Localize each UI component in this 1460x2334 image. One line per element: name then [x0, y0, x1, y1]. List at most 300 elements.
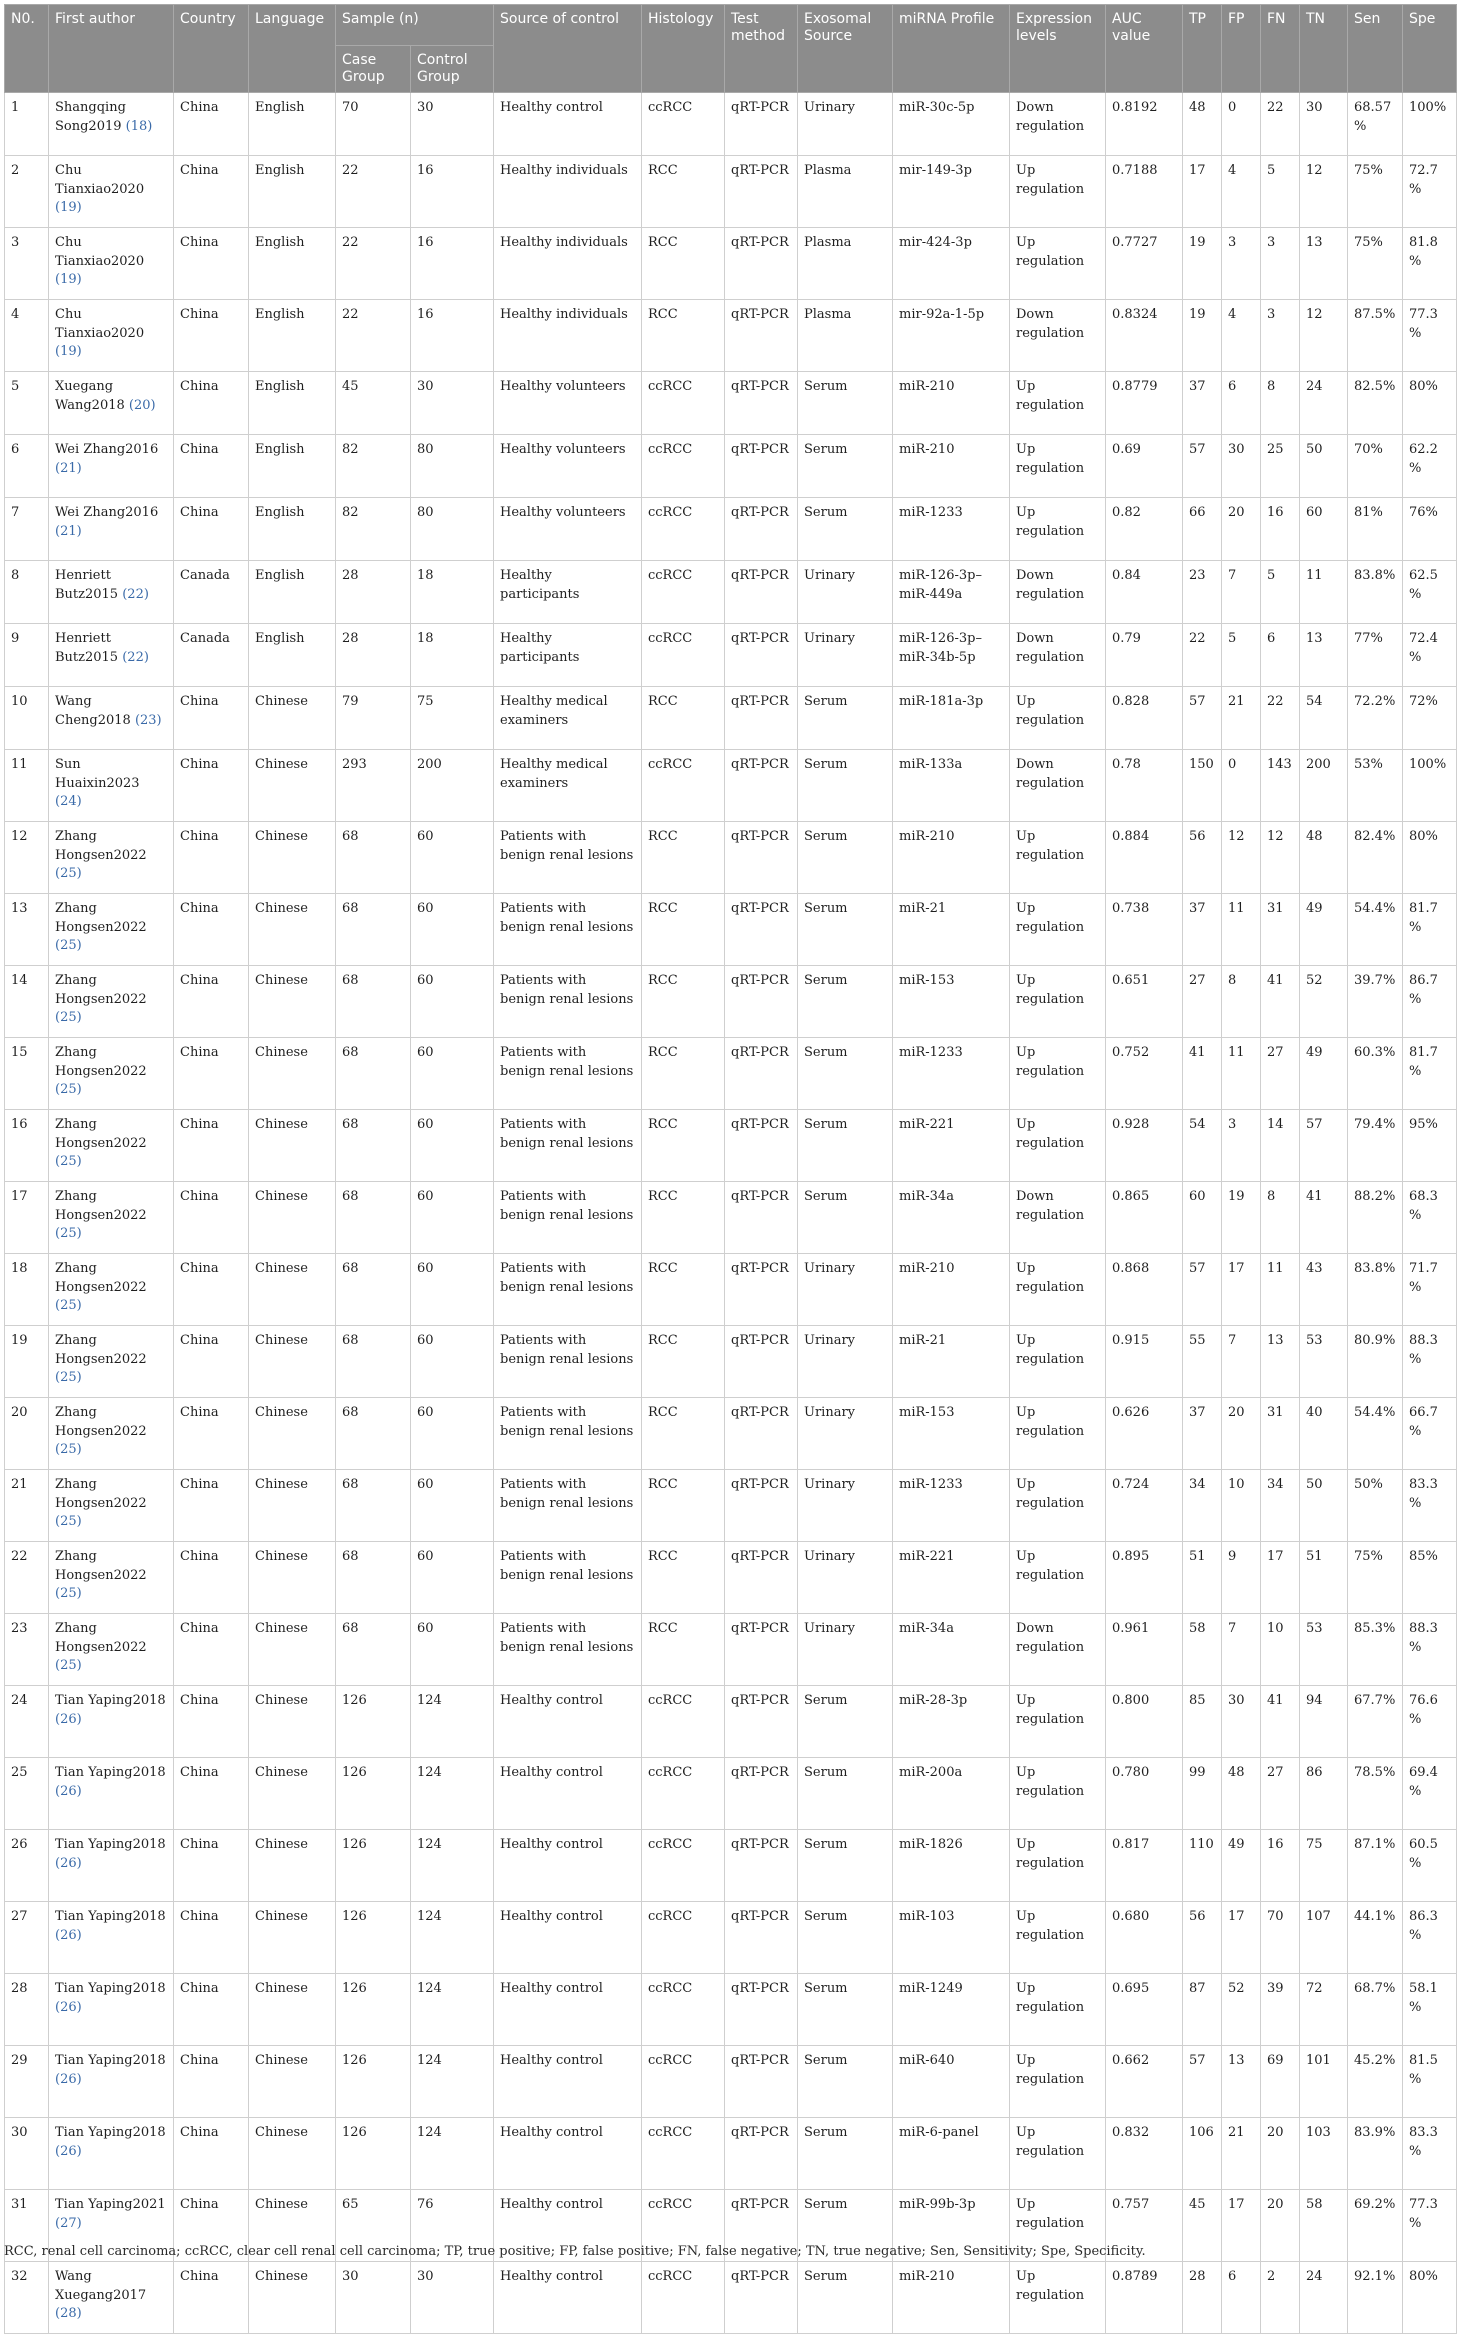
cell-mirna-profile	[893, 93, 1010, 156]
cell-tn	[1300, 1110, 1348, 1182]
cell-expression-levels	[1010, 228, 1106, 300]
cell-fp	[1222, 966, 1261, 1038]
cell-first-author	[49, 2118, 174, 2190]
reference-link[interactable]: (19)	[55, 200, 82, 215]
cell-tn-text: 103	[1306, 2125, 1331, 2140]
cell-country	[174, 498, 249, 561]
cell-no	[5, 1902, 49, 1974]
cell-exosomal-source-text: Serum	[804, 2125, 848, 2140]
cell-control-group	[411, 561, 494, 624]
cell-auc-value-text: 0.757	[1112, 2197, 1150, 2212]
reference-link[interactable]: (23)	[134, 712, 162, 728]
cell-case-group-text: 30	[342, 2269, 359, 2284]
cell-mirna-profile-text: miR-1249	[899, 1981, 963, 1996]
table-row	[5, 498, 1457, 561]
cell-first-author-text: Chu Tianxiao2020	[55, 307, 145, 341]
cell-tp-text: 56	[1189, 1909, 1206, 1924]
cell-expression-levels	[1010, 435, 1106, 498]
cell-no	[5, 2118, 49, 2190]
reference-link[interactable]: (25)	[55, 1082, 82, 1097]
reference-link[interactable]: (19)	[55, 344, 82, 359]
cell-auc-value-text: 0.752	[1112, 1045, 1150, 1060]
cell-no-text: 10	[11, 694, 28, 709]
cell-tn-text: 43	[1306, 1261, 1323, 1276]
cell-fn-text: 13	[1267, 1333, 1284, 1348]
cell-case-group	[336, 2118, 411, 2190]
reference-link[interactable]: (28)	[55, 2306, 82, 2321]
cell-case-group-text: 70	[342, 100, 359, 115]
cell-no	[5, 750, 49, 822]
reference-link[interactable]: (26)	[55, 1855, 82, 1871]
reference-link[interactable]: (25)	[55, 1370, 82, 1385]
cell-fn	[1261, 2046, 1300, 2118]
cell-case-group	[336, 1902, 411, 1974]
cell-expression-levels	[1010, 156, 1106, 228]
cell-test-method	[725, 822, 798, 894]
reference-link[interactable]: (20)	[128, 397, 156, 413]
cell-language	[249, 1614, 336, 1686]
cell-first-author-text: Tian Yaping2018	[55, 1765, 166, 1780]
cell-first-author-text: Zhang Hongsen2022	[55, 1117, 147, 1151]
reference-link[interactable]: (25)	[55, 1514, 82, 1529]
cell-case-group-text: 79	[342, 694, 359, 709]
table-row	[5, 1902, 1457, 1974]
cell-test-method-text: qRT-PCR	[731, 631, 789, 646]
cell-tp	[1183, 894, 1222, 966]
cell-language-text: Chinese	[255, 2053, 308, 2068]
cell-auc-value	[1106, 561, 1183, 624]
cell-language	[249, 156, 336, 228]
reference-link[interactable]: (25)	[55, 1586, 82, 1601]
cell-control-group-text: 60	[417, 1405, 434, 1420]
cell-tn-text: 75	[1306, 1837, 1323, 1852]
cell-auc-value-text: 0.800	[1112, 1693, 1150, 1708]
cell-language	[249, 1398, 336, 1470]
cell-case-group	[336, 966, 411, 1038]
cell-tn-text: 48	[1306, 829, 1323, 844]
cell-tn	[1300, 93, 1348, 156]
cell-control-group	[411, 1254, 494, 1326]
cell-no-text: 3	[11, 235, 20, 250]
cell-exosomal-source-text: Urinary	[804, 1549, 856, 1564]
cell-source-of-control	[494, 1614, 642, 1686]
cell-exosomal-source-text: Serum	[804, 1765, 848, 1780]
reference-link[interactable]: (25)	[55, 1298, 82, 1313]
cell-language-text: Chinese	[255, 1477, 308, 1492]
cell-case-group-text: 28	[342, 568, 359, 583]
reference-link[interactable]: (22)	[122, 649, 149, 665]
cell-control-group-text: 16	[417, 307, 434, 322]
cell-test-method	[725, 894, 798, 966]
reference-link[interactable]: (27)	[55, 2215, 82, 2231]
cell-fn	[1261, 1830, 1300, 1902]
cell-language-text: English	[255, 568, 305, 583]
reference-link[interactable]: (25)	[55, 1658, 82, 1673]
cell-histology	[642, 2262, 725, 2334]
cell-language-text: Chinese	[255, 2125, 308, 2140]
cell-case-group-text: 65	[342, 2197, 359, 2212]
cell-histology	[642, 966, 725, 1038]
cell-source-of-control-text: Patients with benign renal lesions	[500, 1189, 634, 1223]
cell-expression-levels-text: Down regulation	[1016, 631, 1085, 665]
cell-country	[174, 1254, 249, 1326]
cell-case-group	[336, 894, 411, 966]
cell-case-group	[336, 561, 411, 624]
cell-mirna-profile-text: mir-92a-1-5p	[899, 307, 985, 322]
cell-exosomal-source	[798, 1470, 893, 1542]
cell-no	[5, 894, 49, 966]
cell-sen	[1348, 156, 1403, 228]
cell-source-of-control	[494, 498, 642, 561]
cell-test-method-text: qRT-PCR	[731, 1333, 789, 1348]
cell-auc-value	[1106, 156, 1183, 228]
cell-control-group-text: 30	[417, 100, 434, 115]
cell-source-of-control-text: Healthy control	[500, 1837, 603, 1852]
cell-sen-text: 82.5%	[1354, 379, 1396, 394]
cell-fn-text: 5	[1267, 568, 1276, 583]
cell-source-of-control-text: Healthy individuals	[500, 307, 628, 322]
cell-mirna-profile	[893, 372, 1010, 435]
cell-exosomal-source	[798, 2262, 893, 2334]
cell-tp	[1183, 1758, 1222, 1830]
reference-link[interactable]: (26)	[55, 2071, 82, 2087]
cell-mirna-profile	[893, 1254, 1010, 1326]
cell-auc-value-text: 0.884	[1112, 829, 1150, 844]
cell-fn	[1261, 1110, 1300, 1182]
cell-sen	[1348, 2190, 1403, 2262]
cell-fn-text: 31	[1267, 901, 1284, 916]
cell-mirna-profile-text: miR-210	[899, 379, 955, 394]
cell-case-group-text: 68	[342, 973, 359, 988]
cell-language	[249, 1326, 336, 1398]
cell-spe-text: 76%	[1409, 505, 1438, 520]
reference-link[interactable]: (25)	[55, 1226, 82, 1241]
cell-mirna-profile-text: miR-210	[899, 1261, 955, 1276]
cell-tp	[1183, 1110, 1222, 1182]
table-header	[5, 5, 1457, 93]
cell-fn-text: 41	[1267, 1693, 1284, 1708]
cell-tn-text: 13	[1306, 235, 1323, 250]
cell-control-group-text: 76	[417, 2197, 434, 2212]
cell-first-author	[49, 1830, 174, 1902]
reference-link[interactable]: (21)	[55, 460, 82, 476]
cell-fp	[1222, 300, 1261, 372]
cell-no	[5, 1614, 49, 1686]
cell-mirna-profile	[893, 435, 1010, 498]
cell-no	[5, 1326, 49, 1398]
cell-expression-levels-text: Up regulation	[1016, 1693, 1085, 1727]
cell-first-author-text: Zhang Hongsen2022	[55, 973, 147, 1007]
cell-fp-text: 12	[1228, 829, 1245, 844]
cell-expression-levels-text: Up regulation	[1016, 1045, 1085, 1079]
cell-exosomal-source-text: Serum	[804, 379, 848, 394]
cell-first-author	[49, 1542, 174, 1614]
cell-fp	[1222, 1110, 1261, 1182]
cell-no	[5, 1110, 49, 1182]
cell-language-text: Chinese	[255, 1621, 308, 1636]
cell-tn-text: 107	[1306, 1909, 1331, 1924]
cell-fp	[1222, 1326, 1261, 1398]
cell-first-author-text: Tian Yaping2018	[55, 1693, 166, 1708]
table-row	[5, 1470, 1457, 1542]
cell-histology	[642, 894, 725, 966]
reference-link[interactable]: (22)	[122, 586, 149, 602]
cell-mirna-profile	[893, 498, 1010, 561]
cell-histology	[642, 1470, 725, 1542]
reference-link[interactable]: (26)	[55, 1999, 82, 2015]
cell-mirna-profile-text: miR-34a	[899, 1621, 954, 1636]
cell-histology	[642, 2118, 725, 2190]
cell-tn	[1300, 1470, 1348, 1542]
cell-fn-text: 25	[1267, 442, 1284, 457]
cell-source-of-control	[494, 822, 642, 894]
cell-spe	[1403, 2190, 1457, 2262]
cell-fn-text: 27	[1267, 1765, 1284, 1780]
cell-language	[249, 300, 336, 372]
cell-tn-text: 57	[1306, 1117, 1323, 1132]
header-first-author: First author	[49, 5, 174, 93]
cell-language	[249, 1686, 336, 1758]
cell-tp-text: 106	[1189, 2125, 1214, 2140]
cell-histology-text: ccRCC	[648, 631, 693, 646]
cell-histology-text: RCC	[648, 1621, 678, 1636]
cell-case-group	[336, 1326, 411, 1398]
cell-first-author-text: Zhang Hongsen2022	[55, 1189, 147, 1223]
cell-control-group-text: 18	[417, 631, 434, 646]
cell-no	[5, 822, 49, 894]
cell-exosomal-source-text: Serum	[804, 1117, 848, 1132]
cell-exosomal-source-text: Serum	[804, 1693, 848, 1708]
cell-spe-text: 88.3%	[1409, 1621, 1438, 1655]
cell-spe-text: 81.7%	[1409, 901, 1438, 935]
cell-control-group	[411, 1830, 494, 1902]
cell-case-group-text: 126	[342, 1837, 367, 1852]
cell-mirna-profile	[893, 1902, 1010, 1974]
cell-histology	[642, 1686, 725, 1758]
cell-case-group	[336, 1110, 411, 1182]
cell-case-group-text: 68	[342, 1549, 359, 1564]
cell-expression-levels-text: Up regulation	[1016, 1405, 1085, 1439]
cell-case-group	[336, 1038, 411, 1110]
cell-control-group	[411, 1758, 494, 1830]
cell-exosomal-source	[798, 822, 893, 894]
cell-sen	[1348, 2262, 1403, 2334]
cell-test-method-text: qRT-PCR	[731, 1189, 789, 1204]
cell-country-text: China	[180, 901, 219, 916]
cell-control-group	[411, 156, 494, 228]
cell-mirna-profile	[893, 561, 1010, 624]
cell-histology-text: RCC	[648, 694, 678, 709]
cell-test-method	[725, 93, 798, 156]
cell-spe	[1403, 822, 1457, 894]
reference-link[interactable]: (26)	[55, 1783, 82, 1799]
cell-no	[5, 1398, 49, 1470]
cell-source-of-control-text: Healthy participants	[500, 631, 580, 665]
cell-mirna-profile-text: mir-149-3p	[899, 163, 972, 178]
cell-expression-levels-text: Up regulation	[1016, 1117, 1085, 1151]
reference-link[interactable]: (25)	[55, 1442, 82, 1457]
cell-spe	[1403, 1398, 1457, 1470]
cell-first-author	[49, 1614, 174, 1686]
cell-exosomal-source	[798, 624, 893, 687]
cell-control-group	[411, 372, 494, 435]
cell-source-of-control-text: Patients with benign renal lesions	[500, 901, 634, 935]
cell-auc-value	[1106, 750, 1183, 822]
cell-mirna-profile-text: miR-126-3p–miR-449a	[899, 568, 982, 602]
cell-country-text: China	[180, 2269, 219, 2284]
cell-source-of-control-text: Patients with benign renal lesions	[500, 1549, 634, 1583]
cell-tp-text: 22	[1189, 631, 1206, 646]
cell-fn	[1261, 498, 1300, 561]
cell-first-author-text: Wei Zhang2016	[55, 505, 159, 520]
cell-tp	[1183, 372, 1222, 435]
cell-histology	[642, 624, 725, 687]
cell-exosomal-source-text: Serum	[804, 1045, 848, 1060]
cell-tn	[1300, 228, 1348, 300]
cell-control-group-text: 60	[417, 829, 434, 844]
cell-tn-text: 24	[1306, 2269, 1323, 2284]
cell-source-of-control	[494, 1182, 642, 1254]
cell-fp-text: 17	[1228, 2197, 1245, 2212]
cell-case-group	[336, 687, 411, 750]
cell-spe-text: 85%	[1409, 1549, 1438, 1564]
cell-fp-text: 4	[1228, 307, 1237, 322]
cell-case-group	[336, 2046, 411, 2118]
reference-link[interactable]: (18)	[125, 118, 153, 134]
cell-country-text: China	[180, 1117, 219, 1132]
cell-spe	[1403, 372, 1457, 435]
cell-fn-text: 17	[1267, 1549, 1284, 1564]
reference-link[interactable]: (25)	[55, 1154, 82, 1169]
cell-histology-text: RCC	[648, 163, 678, 178]
cell-control-group	[411, 300, 494, 372]
cell-control-group	[411, 2118, 494, 2190]
reference-link[interactable]: (21)	[55, 523, 82, 539]
reference-link[interactable]: (25)	[55, 938, 82, 953]
cell-mirna-profile-text: miR-153	[899, 973, 955, 988]
cell-language	[249, 966, 336, 1038]
reference-link[interactable]: (25)	[55, 866, 82, 881]
cell-tp-text: 57	[1189, 2053, 1206, 2068]
cell-sen-text: 53%	[1354, 757, 1383, 772]
header-language: Language	[249, 5, 336, 93]
cell-test-method-text: qRT-PCR	[731, 829, 789, 844]
cell-first-author	[49, 1398, 174, 1470]
cell-fn-text: 16	[1267, 1837, 1284, 1852]
cell-control-group	[411, 894, 494, 966]
cell-auc-value	[1106, 372, 1183, 435]
cell-tp	[1183, 2262, 1222, 2334]
cell-case-group-text: 68	[342, 1477, 359, 1492]
reference-link[interactable]: (24)	[55, 794, 82, 809]
cell-tp-text: 23	[1189, 568, 1206, 583]
cell-control-group	[411, 1038, 494, 1110]
cell-test-method-text: qRT-PCR	[731, 1045, 789, 1060]
header-spe: Spe	[1403, 5, 1457, 93]
cell-first-author-text: Henriett Butz2015	[55, 631, 119, 665]
cell-no-text: 21	[11, 1477, 28, 1492]
cell-sen-text: 79.4%	[1354, 1117, 1396, 1132]
cell-tn	[1300, 300, 1348, 372]
cell-fp-text: 11	[1228, 1045, 1245, 1060]
cell-fn	[1261, 894, 1300, 966]
cell-sen-text: 81%	[1354, 505, 1383, 520]
cell-first-author	[49, 1254, 174, 1326]
cell-sen	[1348, 1614, 1403, 1686]
cell-fn	[1261, 435, 1300, 498]
cell-source-of-control-text: Healthy control	[500, 1765, 603, 1780]
cell-test-method-text: qRT-PCR	[731, 2269, 789, 2284]
cell-first-author	[49, 372, 174, 435]
cell-expression-levels-text: Up regulation	[1016, 2197, 1085, 2231]
cell-first-author-text: Zhang Hongsen2022	[55, 1045, 147, 1079]
cell-control-group	[411, 2046, 494, 2118]
reference-link[interactable]: (26)	[55, 1927, 82, 1943]
cell-source-of-control	[494, 687, 642, 750]
cell-no	[5, 2262, 49, 2334]
cell-spe	[1403, 1686, 1457, 1758]
cell-spe	[1403, 1614, 1457, 1686]
cell-fn-text: 11	[1267, 1261, 1284, 1276]
cell-exosomal-source	[798, 1038, 893, 1110]
cell-sen-text: 72.2%	[1354, 694, 1396, 709]
reference-link[interactable]: (19)	[55, 272, 82, 287]
cell-mirna-profile-text: miR-640	[899, 2053, 955, 2068]
cell-tn	[1300, 156, 1348, 228]
cell-control-group	[411, 687, 494, 750]
cell-exosomal-source	[798, 561, 893, 624]
cell-fp-text: 20	[1228, 505, 1245, 520]
cell-expression-levels	[1010, 1686, 1106, 1758]
cell-country-text: China	[180, 1045, 219, 1060]
cell-auc-value-text: 0.928	[1112, 1117, 1150, 1132]
cell-sen-text: 69.2%	[1354, 2197, 1396, 2212]
cell-no-text: 4	[11, 307, 20, 322]
cell-country-text: China	[180, 1189, 219, 1204]
cell-country	[174, 1470, 249, 1542]
reference-link[interactable]: (26)	[55, 1711, 82, 1727]
cell-tn-text: 101	[1306, 2053, 1331, 2068]
cell-test-method-text: qRT-PCR	[731, 505, 789, 520]
cell-case-group-text: 293	[342, 757, 367, 772]
cell-auc-value-text: 0.915	[1112, 1333, 1150, 1348]
cell-case-group-text: 22	[342, 307, 359, 322]
cell-no-text: 15	[11, 1045, 28, 1060]
cell-mirna-profile	[893, 822, 1010, 894]
cell-test-method-text: qRT-PCR	[731, 1693, 789, 1708]
cell-fn	[1261, 1758, 1300, 1830]
reference-link[interactable]: (25)	[55, 1010, 82, 1025]
cell-histology-text: ccRCC	[648, 505, 693, 520]
cell-auc-value	[1106, 966, 1183, 1038]
cell-control-group	[411, 1902, 494, 1974]
cell-language	[249, 1470, 336, 1542]
reference-link[interactable]: (26)	[55, 2143, 82, 2159]
cell-source-of-control-text: Healthy volunteers	[500, 505, 626, 520]
cell-country-text: China	[180, 235, 219, 250]
cell-test-method	[725, 1254, 798, 1326]
cell-fn	[1261, 966, 1300, 1038]
cell-test-method	[725, 1038, 798, 1110]
cell-auc-value	[1106, 1398, 1183, 1470]
cell-no	[5, 561, 49, 624]
cell-tp	[1183, 435, 1222, 498]
cell-country	[174, 1398, 249, 1470]
header-fp: FP	[1222, 5, 1261, 93]
cell-tn	[1300, 1542, 1348, 1614]
cell-tp-text: 37	[1189, 1405, 1206, 1420]
cell-language-text: Chinese	[255, 757, 308, 772]
